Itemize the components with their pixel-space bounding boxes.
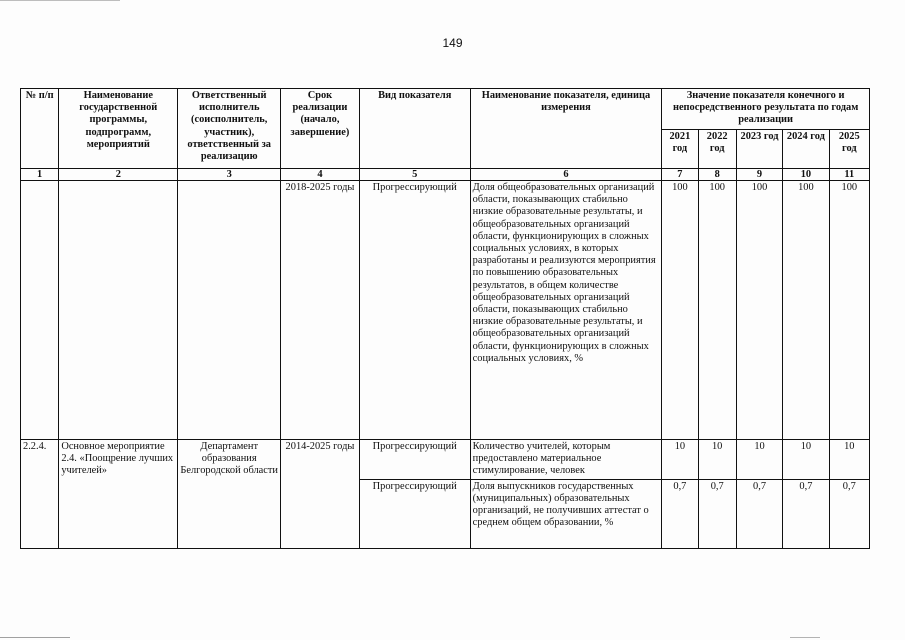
column-number: 3 [178,169,281,181]
row-value-2023: 0,7 [736,479,782,548]
scan-artifact [790,637,820,638]
header-values-group: Значение показателя конечного и непосредственного результата по годам реализации [662,89,870,130]
header-year-2024: 2024 год [783,130,829,169]
header-indicator-type: Вид показателя [359,89,470,169]
column-number: 1 [21,169,59,181]
row-indicator-name: Доля общеобразовательных организаций области, показывающих стабильно низкие образовательные результаты, и общеобразовательных организаций области, функционирующих в сложных социальных условиях, в которых разработаны и реализуются мероприятия по повышению образовательных результатов, в общем количестве общеобразовательных организаций области, показывающих стабильно низкие образовательные результаты, и общеобразовательных организаций области, функционирующих в сложных социальных условиях, % [470,181,662,440]
column-number: 6 [470,169,662,181]
header-year-2025: 2025 год [829,130,869,169]
header-indicator-name: Наименование показателя, единица измерения [470,89,662,169]
row-value-2021: 100 [662,181,698,440]
column-number: 11 [829,169,869,181]
table-row [21,440,870,480]
row-value-2023: 100 [736,181,782,440]
page-number: 149 [442,36,463,50]
column-number: 9 [736,169,782,181]
row-value-2024: 10 [783,440,829,480]
header-number: № п/п [21,89,59,169]
column-number: 4 [281,169,360,181]
header-program-name: Наименование государственной программы, подпрограмм, мероприятий [59,89,178,169]
indicators-table [20,88,870,549]
row-value-2022: 100 [698,181,736,440]
row-number [21,181,59,440]
header-period: Срок реализации (начало, завершение) [281,89,360,169]
row-indicator-type: Прогрессирующий [359,181,470,440]
row-value-2025: 100 [829,181,869,440]
column-number: 7 [662,169,698,181]
row-value-2021: 10 [662,440,698,480]
row-indicator-name: Количество учителей, которым предоставлено материальное стимулирование, человек [470,440,662,480]
row-period: 2018-2025 годы [281,181,360,440]
row-program-name: Основное мероприятие 2.4. «Поощрение лучших учителей» [59,440,178,549]
row-indicator-name: Доля выпускников государственных (муниципальных) образовательных организаций, не получивших аттестат о среднем общем образовании, % [470,479,662,548]
row-value-2023: 10 [736,440,782,480]
scan-artifact [0,0,120,1]
row-number: 2.2.4. [21,440,59,549]
row-value-2021: 0,7 [662,479,698,548]
header-year-2021: 2021 год [662,130,698,169]
header-year-2022: 2022 год [698,130,736,169]
column-number: 8 [698,169,736,181]
row-indicator-type: Прогрессирующий [359,479,470,548]
row-executor [178,181,281,440]
row-value-2022: 10 [698,440,736,480]
table-row [21,181,870,440]
row-program-name [59,181,178,440]
scan-artifact [0,637,70,638]
row-value-2024: 0,7 [783,479,829,548]
row-executor: Департамент образования Белгородской области [178,440,281,549]
column-number: 5 [359,169,470,181]
column-numbers-row [21,169,870,181]
row-value-2024: 100 [783,181,829,440]
row-value-2025: 10 [829,440,869,480]
column-number: 2 [59,169,178,181]
table-header-row [21,89,870,130]
row-period: 2014-2025 годы [281,440,360,549]
header-executor: Ответственный исполнитель (соисполнитель, участник), ответственный за реализацию [178,89,281,169]
row-value-2025: 0,7 [829,479,869,548]
column-number: 10 [783,169,829,181]
row-value-2022: 0,7 [698,479,736,548]
header-year-2023: 2023 год [736,130,782,169]
row-indicator-type: Прогрессирующий [359,440,470,480]
